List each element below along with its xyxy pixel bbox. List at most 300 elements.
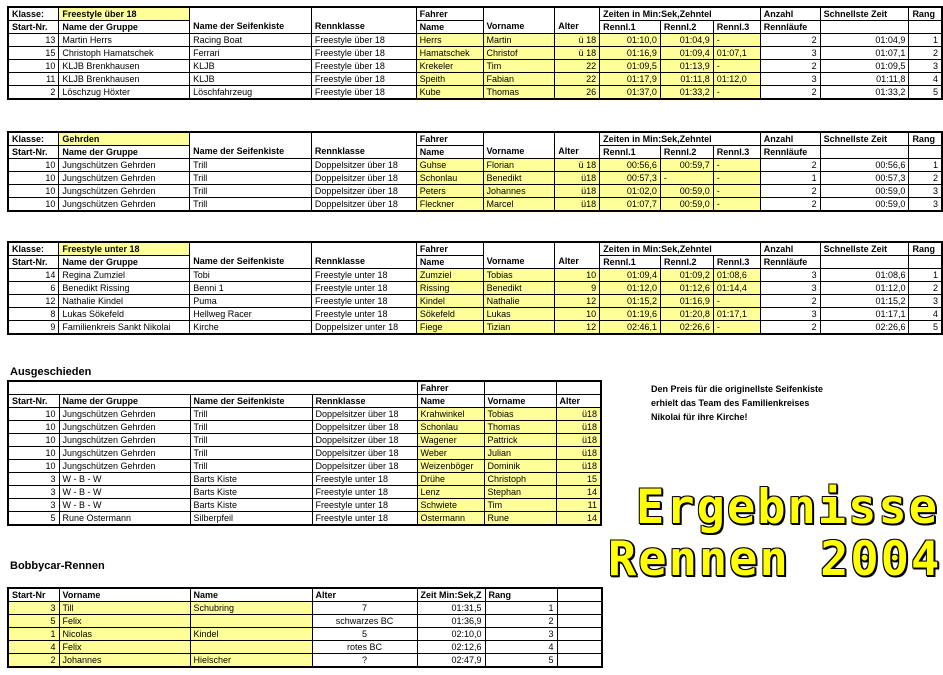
- table-cell: Sökefeld: [416, 308, 483, 321]
- table-cell: Drühe: [417, 473, 484, 486]
- table-cell: Trill: [190, 172, 312, 185]
- table-cell: Rune Ostermann: [59, 512, 190, 526]
- table-cell: Doppelsitzer über 18: [311, 185, 416, 198]
- table-cell: Stephan: [484, 486, 556, 499]
- table-cell: 10: [8, 421, 59, 434]
- table-cell: 10: [8, 159, 59, 172]
- table-cell: 1: [909, 269, 942, 282]
- table-cell: Jungschützen Gehrden: [59, 408, 190, 421]
- table-cell: Thomas: [483, 86, 555, 100]
- alter-header: Alter: [555, 256, 600, 269]
- table-cell: 00:57,3: [600, 172, 661, 185]
- table-cell: 2: [760, 86, 820, 100]
- table-cell: Barts Kiste: [190, 499, 312, 512]
- table-row: [8, 282, 942, 295]
- table-cell: Freestyle unter 18: [312, 512, 417, 526]
- rennlaeufe-header: Rennläufe: [760, 146, 820, 159]
- start-nr-header: Start-Nr.: [8, 256, 59, 269]
- gruppe-header: Name der Gruppe: [59, 21, 190, 34]
- table-cell: Marcel: [483, 198, 555, 212]
- table-cell: Freestyle unter 18: [312, 499, 417, 512]
- table-cell: 01:11,8: [660, 73, 713, 86]
- table-cell: Kirche: [190, 321, 312, 335]
- table-cell: Tizian: [483, 321, 555, 335]
- table-cell: Freestyle über 18: [311, 86, 416, 100]
- table-cell: Hellweg Racer: [190, 308, 312, 321]
- vorname-header: Vorname: [484, 395, 556, 408]
- rennl3-header: Rennl.3: [713, 146, 760, 159]
- table-cell: -: [713, 198, 760, 212]
- table-row: [8, 460, 601, 473]
- table-cell: 01:02,0: [600, 185, 661, 198]
- table-cell: Doppelsizer unter 18: [312, 321, 417, 335]
- gruppe-header: Name der Gruppe: [59, 256, 190, 269]
- rennl1-header: Rennl.1: [600, 146, 661, 159]
- table-cell: 10: [8, 198, 59, 212]
- table-cell: Barts Kiste: [190, 486, 312, 499]
- table-cell: 01:17,1: [713, 308, 760, 321]
- table-cell: Nicolas: [59, 628, 190, 641]
- table-cell: Freestyle unter 18: [312, 486, 417, 499]
- table-cell: Rissing: [416, 282, 483, 295]
- table-cell: ü18: [556, 434, 601, 447]
- table-cell: 00:59,0: [820, 198, 909, 212]
- table-cell: Schonlau: [417, 421, 484, 434]
- table-cell: 01:15,2: [600, 295, 661, 308]
- schnellste-header: Schnellste Zeit: [820, 7, 909, 21]
- table-cell: -: [713, 60, 760, 73]
- table-cell: 3: [909, 295, 942, 308]
- table-cell: W - B - W: [59, 473, 190, 486]
- table-cell: 2: [909, 172, 942, 185]
- table-cell: KLJB: [190, 60, 312, 73]
- table-cell: Freestyle unter 18: [312, 295, 417, 308]
- table-cell: 2: [760, 185, 820, 198]
- table-cell: 2: [8, 654, 59, 668]
- table-cell: Johannes: [483, 185, 555, 198]
- table-cell: Rune: [484, 512, 556, 526]
- table-cell: 13: [8, 34, 59, 47]
- table-cell: [190, 615, 312, 628]
- table-cell: 02:10,0: [417, 628, 485, 641]
- table-cell: Tim: [484, 499, 556, 512]
- table-cell: 11: [8, 73, 59, 86]
- table-cell: Wagener: [417, 434, 484, 447]
- table-cell: -: [713, 86, 760, 100]
- results-table: [7, 6, 943, 100]
- table-cell: Löschfahrzeug: [190, 86, 312, 100]
- table-cell: 01:37,0: [600, 86, 661, 100]
- table-cell: 01:12,6: [660, 282, 713, 295]
- zeiten-header: Zeiten in Min:Sek,Zehntel: [600, 242, 761, 256]
- klasse-label: Klasse:: [8, 242, 59, 256]
- table-cell: Kindel: [190, 628, 312, 641]
- table-cell: KLJB Brenkhausen: [59, 73, 190, 86]
- table-cell: Barts Kiste: [190, 473, 312, 486]
- table-cell: Ferrari: [190, 47, 312, 60]
- table-cell: ü18: [555, 185, 600, 198]
- table-cell: Freestyle unter 18: [312, 473, 417, 486]
- table-cell: 01:07,1: [713, 47, 760, 60]
- table-cell: 5: [909, 321, 942, 335]
- table-cell: Jungschützen Gehrden: [59, 185, 190, 198]
- table-cell: Benni 1: [190, 282, 312, 295]
- table-cell: Nathalie: [483, 295, 555, 308]
- table-cell: Trill: [190, 185, 312, 198]
- table-cell: 3: [760, 73, 820, 86]
- table-cell: 01:33,2: [820, 86, 909, 100]
- table-cell: ü18: [556, 408, 601, 421]
- table-cell: 01:17,1: [820, 308, 909, 321]
- vorname-header: Vorname: [483, 256, 555, 269]
- table-cell: 2: [760, 295, 820, 308]
- table-cell: 3: [760, 269, 820, 282]
- seifenkiste-header: Name der Seifenkiste: [190, 395, 312, 408]
- table-cell: Freestyle über 18: [311, 73, 416, 86]
- table-cell: 01:15,2: [820, 295, 909, 308]
- table-cell: Löschzug Höxter: [59, 86, 190, 100]
- table-cell: 4: [485, 641, 557, 654]
- table-cell: ü18: [555, 172, 600, 185]
- schnellste-header: Schnellste Zeit: [820, 132, 909, 146]
- table-cell: 3: [8, 602, 59, 615]
- table-cell: 00:56,6: [600, 159, 661, 172]
- gruppe-header: Name der Gruppe: [59, 395, 190, 408]
- table-cell: 6: [8, 282, 59, 295]
- table-cell: Martin Herrs: [59, 34, 190, 47]
- table-cell: Doppelsitzer über 18: [311, 159, 416, 172]
- table-cell: Christoph Hamatschek: [59, 47, 190, 60]
- table-cell: 01:17,9: [600, 73, 661, 86]
- prize-note-line: Den Preis für die originellste Seifenkiste: [651, 384, 824, 394]
- table-cell: 3: [760, 282, 820, 295]
- table-cell: Kindel: [416, 295, 483, 308]
- table-cell: 01:36,9: [417, 615, 485, 628]
- table-cell: 2: [8, 86, 59, 100]
- table-row: [8, 172, 942, 185]
- fahrer-header: Fahrer: [416, 132, 483, 146]
- table-cell: Tobias: [483, 269, 555, 282]
- table-cell: 10: [8, 185, 59, 198]
- rennl1-header: Rennl.1: [600, 256, 661, 269]
- table-cell: Trill: [190, 447, 312, 460]
- table-cell: Lukas: [483, 308, 555, 321]
- table-cell: Jungschützen Gehrden: [59, 434, 190, 447]
- table-cell: 26: [555, 86, 600, 100]
- table-cell: Doppelsitzer über 18: [311, 198, 416, 212]
- table-row: [8, 408, 601, 421]
- table-cell: KLJB: [190, 73, 312, 86]
- table-cell: Trill: [190, 460, 312, 473]
- table-cell: Benedikt: [483, 172, 555, 185]
- table-cell: Freestyle unter 18: [312, 269, 417, 282]
- table-cell: Florian: [483, 159, 555, 172]
- table-cell: 01:12,0: [600, 282, 661, 295]
- start-nr-header: Start-Nr.: [8, 395, 59, 408]
- table-row: [8, 321, 942, 335]
- table-cell: 2: [909, 47, 942, 60]
- table-cell: Benedikt: [483, 282, 555, 295]
- table-cell: 3: [8, 499, 59, 512]
- table-row: [8, 421, 601, 434]
- results-table: [7, 131, 943, 212]
- table-cell: Regina Zumziel: [59, 269, 190, 282]
- table-cell: KLJB Brenkhausen: [59, 60, 190, 73]
- table-cell: Puma: [190, 295, 312, 308]
- table-cell: 5: [8, 512, 59, 526]
- table-cell: 00:59,7: [660, 159, 713, 172]
- table-cell: Benedikt Rissing: [59, 282, 190, 295]
- table-cell: schwarzes BC: [312, 615, 417, 628]
- table-cell: -: [713, 321, 760, 335]
- table-cell: Hielscher: [190, 654, 312, 668]
- table-cell: Christoph: [484, 473, 556, 486]
- table-row: [8, 434, 601, 447]
- anzahl-header: Anzahl: [760, 242, 820, 256]
- table-cell: ü 18: [555, 159, 600, 172]
- table-cell: [190, 641, 312, 654]
- table-cell: Kube: [416, 86, 483, 100]
- table-cell: 01:14,4: [713, 282, 760, 295]
- table-cell: ü 18: [555, 34, 600, 47]
- table-cell: 11: [556, 499, 601, 512]
- table-cell: Johannes: [59, 654, 190, 668]
- table-cell: ü 18: [555, 47, 600, 60]
- table-cell: ü18: [556, 447, 601, 460]
- table-cell: 02:47,9: [417, 654, 485, 668]
- table-cell: 02:12,6: [417, 641, 485, 654]
- rennklasse-header: Rennklasse: [312, 395, 417, 408]
- table-cell: Julian: [484, 447, 556, 460]
- klasse-label: Klasse:: [8, 7, 59, 21]
- table-cell: Jungschützen Gehrden: [59, 447, 190, 460]
- table-cell: 01:07,1: [820, 47, 909, 60]
- table-cell: 12: [555, 295, 600, 308]
- table-cell: 2: [760, 60, 820, 73]
- table-cell: 3: [8, 486, 59, 499]
- table-cell: Guhse: [416, 159, 483, 172]
- name-header: Name: [417, 395, 484, 408]
- table-cell: 00:56,6: [820, 159, 909, 172]
- table-cell: 01:08,6: [713, 269, 760, 282]
- banner-title-line-2: Rennen 2004: [608, 532, 942, 587]
- rennl1-header: Rennl.1: [600, 21, 661, 34]
- klasse-value: Freestyle unter 18: [59, 242, 190, 256]
- table-cell: Tobi: [190, 269, 312, 282]
- table-cell: Dominik: [484, 460, 556, 473]
- table-cell: 01:12,0: [820, 282, 909, 295]
- table-cell: 22: [555, 73, 600, 86]
- bobby-zeit-header: Zeit Min:Sek,Z: [417, 588, 485, 602]
- table-cell: 2: [760, 198, 820, 212]
- table-cell: 01:16,9: [600, 47, 661, 60]
- table-cell: 01:04,9: [660, 34, 713, 47]
- table-cell: Lukas Sökefeld: [59, 308, 190, 321]
- bobby-alter-header: Alter: [312, 588, 417, 602]
- table-cell: Doppelsitzer über 18: [312, 408, 417, 421]
- table-cell: -: [660, 172, 713, 185]
- bobby-start-header: Start-Nr: [8, 588, 59, 602]
- rennklasse-header: Rennklasse: [311, 21, 416, 34]
- table-row: [8, 295, 942, 308]
- table-cell: 12: [555, 321, 600, 335]
- table-row: [8, 47, 942, 60]
- table-cell: Trill: [190, 421, 312, 434]
- rennl2-header: Rennl.2: [660, 21, 713, 34]
- table-cell: 3: [485, 628, 557, 641]
- table-cell: 5: [485, 654, 557, 668]
- table-cell: Silberpfeil: [190, 512, 312, 526]
- alter-header: Alter: [556, 395, 601, 408]
- table-cell: 1: [760, 172, 820, 185]
- table-row: [8, 34, 942, 47]
- table-cell: 10: [8, 460, 59, 473]
- table-cell: 3: [909, 198, 942, 212]
- table-cell: 10: [8, 447, 59, 460]
- table-cell: 01:11,8: [820, 73, 909, 86]
- table-cell: 01:10,0: [600, 34, 661, 47]
- anzahl-header: Anzahl: [760, 7, 820, 21]
- table-cell: 10: [555, 269, 600, 282]
- table-cell: 01:13,9: [660, 60, 713, 73]
- table-cell: 1: [8, 628, 59, 641]
- table-cell: Freestyle über 18: [311, 47, 416, 60]
- seifenkiste-header: Name der Seifenkiste: [190, 21, 312, 34]
- table-cell: Zumziel: [416, 269, 483, 282]
- table-cell: 12: [8, 295, 59, 308]
- bobby-rang-header: Rang: [485, 588, 557, 602]
- table-cell: 14: [8, 269, 59, 282]
- table-cell: ü18: [556, 421, 601, 434]
- table-cell: 01:09,4: [660, 47, 713, 60]
- klasse-value: Freestyle über 18: [59, 7, 190, 21]
- table-cell: Krahwinkel: [417, 408, 484, 421]
- bobbycar-title: Bobbycar-Rennen: [10, 560, 105, 572]
- table-cell: 3: [909, 60, 942, 73]
- table-cell: 2: [760, 159, 820, 172]
- table-cell: Doppelsitzer über 18: [312, 460, 417, 473]
- alter-header: Alter: [555, 21, 600, 34]
- klasse-label: Klasse:: [8, 132, 59, 146]
- ausgeschieden-title: Ausgeschieden: [10, 366, 92, 378]
- table-row: [8, 447, 601, 460]
- table-cell: Doppelsitzer über 18: [312, 447, 417, 460]
- zeiten-header: Zeiten in Min:Sek,Zehntel: [600, 132, 761, 146]
- table-row: [8, 641, 602, 654]
- rennl3-header: Rennl.3: [713, 21, 760, 34]
- table-cell: rotes BC: [312, 641, 417, 654]
- bobby-vorname-header: Vorname: [59, 588, 190, 602]
- table-cell: Jungschützen Gehrden: [59, 421, 190, 434]
- table-cell: Freestyle über 18: [311, 60, 416, 73]
- gruppe-header: Name der Gruppe: [59, 146, 190, 159]
- table-cell: Pattrick: [484, 434, 556, 447]
- table-cell: 00:57,3: [820, 172, 909, 185]
- table-cell: 2: [485, 615, 557, 628]
- table-cell: 7: [312, 602, 417, 615]
- table-cell: Familienkreis Sankt Nikolai: [59, 321, 190, 335]
- klasse-value: Gehrden: [59, 132, 190, 146]
- table-cell: Freestyle unter 18: [312, 308, 417, 321]
- seifenkiste-header: Name der Seifenkiste: [190, 146, 312, 159]
- table-cell: 3: [8, 473, 59, 486]
- table-cell: Racing Boat: [190, 34, 312, 47]
- name-header: Name: [416, 146, 483, 159]
- table-cell: W - B - W: [59, 499, 190, 512]
- table-row: [8, 628, 602, 641]
- table-cell: Fabian: [483, 73, 555, 86]
- start-nr-header: Start-Nr.: [8, 146, 59, 159]
- table-cell: ?: [312, 654, 417, 668]
- table-row: [8, 615, 602, 628]
- table-row: [8, 269, 942, 282]
- table-cell: 02:26,6: [660, 321, 713, 335]
- table-cell: 4: [8, 641, 59, 654]
- table-cell: 00:59,0: [660, 198, 713, 212]
- table-cell: 15: [556, 473, 601, 486]
- table-cell: 00:59,0: [660, 185, 713, 198]
- table-cell: Jungschützen Gehrden: [59, 460, 190, 473]
- results-table: [7, 241, 943, 335]
- seifenkiste-header: Name der Seifenkiste: [190, 256, 312, 269]
- table-row: [8, 486, 601, 499]
- table-row: [8, 512, 601, 526]
- table-cell: -: [713, 185, 760, 198]
- rennl2-header: Rennl.2: [660, 146, 713, 159]
- table-cell: ü18: [555, 198, 600, 212]
- table-cell: 01:12,0: [713, 73, 760, 86]
- table-cell: Trill: [190, 434, 312, 447]
- table-row: [8, 602, 602, 615]
- table-row: [8, 86, 942, 100]
- table-cell: 10: [8, 60, 59, 73]
- table-cell: Ostermann: [417, 512, 484, 526]
- table-cell: Till: [59, 602, 190, 615]
- table-cell: Trill: [190, 198, 312, 212]
- table-cell: Hamatschek: [416, 47, 483, 60]
- table-cell: 15: [8, 47, 59, 60]
- table-cell: -: [713, 34, 760, 47]
- table-row: [8, 308, 942, 321]
- table-cell: Krekeler: [416, 60, 483, 73]
- table-cell: 02:26,6: [820, 321, 909, 335]
- table-cell: Doppelsitzer über 18: [312, 434, 417, 447]
- table-cell: 01:33,2: [660, 86, 713, 100]
- table-cell: 2: [760, 321, 820, 335]
- bobby-name-header: Name: [190, 588, 312, 602]
- table-cell: Schubring: [190, 602, 312, 615]
- anzahl-header: Anzahl: [760, 132, 820, 146]
- table-cell: 9: [8, 321, 59, 335]
- fahrer-header: Fahrer: [417, 381, 484, 395]
- table-cell: 00:59,0: [820, 185, 909, 198]
- table-cell: Weizenböger: [417, 460, 484, 473]
- table-row: [8, 499, 601, 512]
- table-row: [8, 73, 942, 86]
- table-cell: 1: [909, 34, 942, 47]
- prize-note-line: Nikolai für ihre Kirche!: [651, 412, 748, 422]
- table-cell: Trill: [190, 408, 312, 421]
- prize-note-line: erhielt das Team des Familienkreises: [651, 398, 810, 408]
- table-cell: Martin: [483, 34, 555, 47]
- table-cell: 02:46,1: [600, 321, 661, 335]
- table-cell: 8: [8, 308, 59, 321]
- table-cell: 14: [556, 512, 601, 526]
- table-row: [8, 654, 602, 668]
- table-cell: 01:04,9: [820, 34, 909, 47]
- table-cell: Jungschützen Gehrden: [59, 198, 190, 212]
- table-cell: ü18: [556, 460, 601, 473]
